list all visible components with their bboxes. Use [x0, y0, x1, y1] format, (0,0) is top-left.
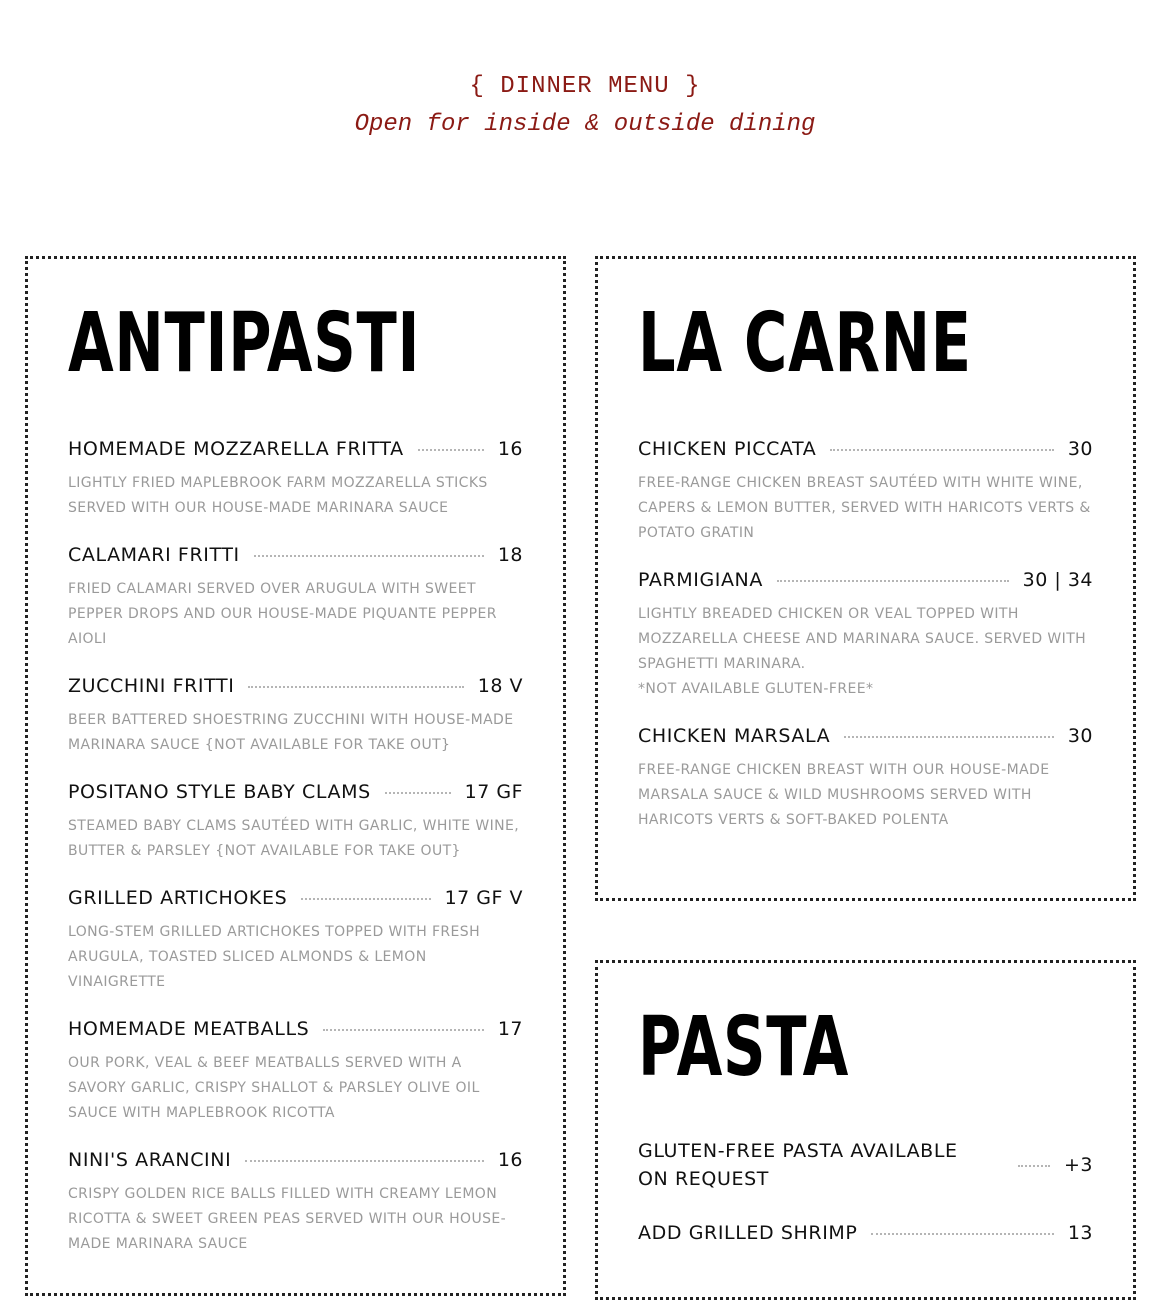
menu-item [68, 1013, 523, 1126]
item-price: 30 [1067, 438, 1093, 460]
dotted-leader [323, 1029, 484, 1031]
item-price: 30 [1067, 725, 1093, 747]
dotted-leader [254, 555, 484, 557]
item-description: LONG-STEM GRILLED ARTICHOKES TOPPED WITH FRESH ARUGULA, TOASTED SLICED ALMONDS & LEMON VINAIGRETTE [68, 924, 481, 990]
item-name: ZUCCHINI FRITTI [68, 675, 235, 697]
menu-item [68, 670, 523, 758]
item-description: FREE-RANGE CHICKEN BREAST WITH OUR HOUSE-MADE MARSALA SAUCE & WILD MUSHROOMS SERVED WITH HARICOTS VERTS & SOFT-BAKED POLENTA [638, 762, 1050, 828]
menu-item [638, 1217, 1093, 1249]
item-name: ADD GRILLED SHRIMP [638, 1222, 858, 1244]
section-title-carne: LA CARNE [638, 296, 972, 391]
menu-item [68, 539, 523, 652]
item-price: 17 GF [464, 781, 523, 803]
item-name: HOMEMADE MEATBALLS [68, 1018, 310, 1040]
section-title-antipasti: ANTIPASTI [68, 296, 421, 391]
dotted-leader [1018, 1165, 1050, 1167]
item-description: CRISPY GOLDEN RICE BALLS FILLED WITH CREAMY LEMON RICOTTA & SWEET GREEN PEAS SERVED WITH OUR HOUSE-MADE MARINARA SAUCE [68, 1186, 507, 1252]
pasta-panel [595, 960, 1136, 1300]
menu-subtitle: Open for inside & outside dining [354, 111, 816, 138]
item-description: BEER BATTERED SHOESTRING ZUCCHINI WITH HOUSE-MADE MARINARA SAUCE {NOT AVAILABLE FOR TAKE OUT} [68, 712, 514, 753]
menu-item [638, 433, 1093, 546]
item-price: 18 [497, 544, 523, 566]
item-name: NINI'S ARANCINI [68, 1149, 232, 1171]
dotted-leader [385, 792, 451, 794]
menu-title: { DINNER MENU } [469, 73, 701, 100]
menu-item [638, 1137, 1093, 1193]
item-description: LIGHTLY FRIED MAPLEBROOK FARM MOZZARELLA STICKS SERVED WITH OUR HOUSE-MADE MARINARA SAUCE [68, 475, 488, 516]
dotted-leader [248, 686, 463, 688]
menu-item [638, 720, 1093, 833]
item-name: GLUTEN-FREE PASTA AVAILABLE ON REQUEST [638, 1140, 958, 1190]
item-price: 13 [1067, 1222, 1093, 1244]
item-name: CALAMARI FRITTI [68, 544, 240, 566]
dotted-leader [871, 1233, 1053, 1235]
item-name: POSITANO STYLE BABY CLAMS [68, 781, 371, 803]
item-price: 16 [497, 438, 523, 460]
item-price: 17 [497, 1018, 523, 1040]
item-description: OUR PORK, VEAL & BEEF MEATBALLS SERVED WITH A SAVORY GARLIC, CRISPY SHALLOT & PARSLEY OLIVE OIL SAUCE WITH MAPLEBROOK RICOTTA [68, 1055, 480, 1121]
item-name: CHICKEN PICCATA [638, 438, 817, 460]
carne-panel [595, 256, 1136, 901]
dotted-leader [844, 736, 1054, 738]
dotted-leader [777, 580, 1009, 582]
item-name: HOMEMADE MOZZARELLA FRITTA [68, 438, 404, 460]
menu-header [0, 68, 1170, 144]
item-price: +3 [1063, 1154, 1093, 1176]
menu-item [638, 564, 1093, 702]
menu-item [68, 1144, 523, 1257]
item-name: CHICKEN MARSALA [638, 725, 831, 747]
section-title-pasta: PASTA [638, 1000, 850, 1095]
item-description: FREE-RANGE CHICKEN BREAST SAUTÉED WITH WHITE WINE, CAPERS & LEMON BUTTER, SERVED WITH HARICOTS VERTS & POTATO GRATIN [638, 475, 1091, 541]
item-note: *NOT AVAILABLE GLUTEN-FREE* [638, 681, 874, 697]
item-description: STEAMED BABY CLAMS SAUTÉED WITH GARLIC, WHITE WINE, BUTTER & PARSLEY {NOT AVAILABLE FOR TAKE OUT} [68, 818, 520, 859]
item-description: FRIED CALAMARI SERVED OVER ARUGULA WITH SWEET PEPPER DROPS AND OUR HOUSE-MADE PIQUANTE PEPPER AIOLI [68, 581, 497, 647]
antipasti-panel [25, 256, 566, 1296]
menu-item [68, 882, 523, 995]
item-price: 30 | 34 [1022, 569, 1093, 591]
menu-item [68, 433, 523, 521]
menu-item [68, 776, 523, 864]
dotted-leader [301, 898, 430, 900]
item-price: 17 GF V [444, 887, 523, 909]
item-name: PARMIGIANA [638, 569, 763, 591]
dotted-leader [418, 449, 484, 451]
dotted-leader [830, 449, 1053, 451]
item-name: GRILLED ARTICHOKES [68, 887, 288, 909]
item-price: 18 V [477, 675, 523, 697]
dotted-leader [245, 1160, 484, 1162]
item-description: LIGHTLY BREADED CHICKEN OR VEAL TOPPED WITH MOZZARELLA CHEESE AND MARINARA SAUCE. SERVED WITH SPAGHETTI MARINARA. [638, 606, 1087, 672]
item-price: 16 [497, 1149, 523, 1171]
